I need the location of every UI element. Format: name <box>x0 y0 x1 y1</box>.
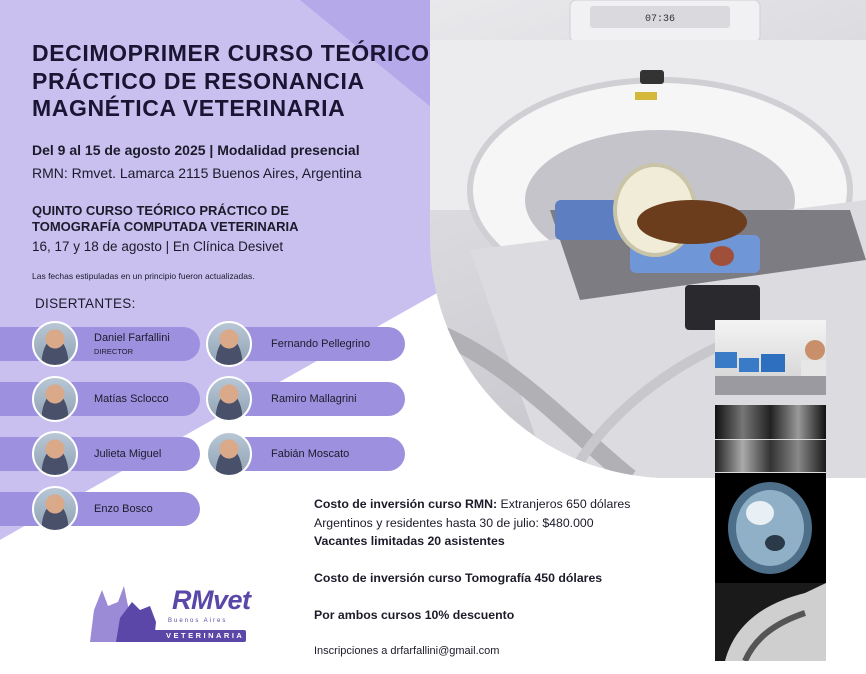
logo-wordmark: RMvet <box>172 585 251 615</box>
mri-spine-image <box>715 405 826 439</box>
speaker-name: Enzo Bosco <box>94 503 153 515</box>
speaker-name: Daniel Farfallini <box>94 332 170 344</box>
ct-title-line: TOMOGRAFÍA COMPUTADA VETERINARIA <box>32 219 299 234</box>
event-dates: Del 9 al 15 de agosto 2025 | Modalidad presencial <box>32 142 360 158</box>
logo-subtitle: Buenos Aires <box>168 618 228 624</box>
rmn-cost-value: Extranjeros 650 dólares <box>497 497 631 511</box>
registration-email[interactable]: Inscripciones a drfarfallini@gmail.com <box>314 645 500 657</box>
ct-course-title <box>32 203 299 235</box>
speaker-avatar <box>206 321 252 367</box>
ct-course-dates: 16, 17 y 18 de agosto | En Clínica Desivet <box>32 239 284 254</box>
rmn-cost <box>314 497 630 511</box>
mri-joint-image <box>715 583 826 661</box>
speaker-avatar <box>32 431 78 477</box>
combo-discount: Por ambos cursos 10% descuento <box>314 608 515 622</box>
speaker-avatar <box>32 376 78 422</box>
dog-cat-silhouette-icon <box>88 582 158 642</box>
speaker-avatar <box>32 486 78 532</box>
scanner-display: 07:36 <box>644 14 676 25</box>
page-title <box>32 40 472 123</box>
speaker-avatar <box>206 376 252 422</box>
ct-head-image <box>715 473 826 583</box>
rmn-local-cost: Argentinos y residentes hasta 30 de julio: $480.000 <box>314 516 594 530</box>
rmvet-logo <box>88 582 251 644</box>
vacancies: Vacantes limitadas 20 asistentes <box>314 534 505 548</box>
ct-title-line: QUINTO CURSO TEÓRICO PRÁCTICO DE <box>32 203 289 218</box>
title-line: MAGNÉTICA VETERINARIA <box>32 95 346 121</box>
speaker-avatar <box>32 321 78 367</box>
speaker-name: Julieta Miguel <box>94 448 162 460</box>
rmn-cost-label: Costo de inversión curso RMN: <box>314 497 498 511</box>
event-venue: RMN: Rmvet. Lamarca 2115 Buenos Aires, Argentina <box>32 165 362 181</box>
speaker-name: Fernando Pellegrino <box>271 338 371 350</box>
speakers-heading: DISERTANTES: <box>35 296 136 311</box>
ct-cost: Costo de inversión curso Tomografía 450 dólares <box>314 571 603 585</box>
mri-sagittal-image <box>715 440 826 472</box>
speaker-name: Ramiro Mallagrini <box>271 393 357 405</box>
logo-tag: VETERINARIA <box>166 631 245 640</box>
speaker-role: DIRECTOR <box>94 347 134 356</box>
title-line: DECIMOPRIMER CURSO TEÓRICO <box>32 40 430 66</box>
speaker-name: Fabián Moscato <box>271 448 350 460</box>
dates-note: Las fechas estipuladas en un principio fueron actualizadas. <box>32 271 255 281</box>
title-line: PRÁCTICO DE RESONANCIA <box>32 67 365 94</box>
speaker-avatar <box>206 431 252 477</box>
speaker-name: Matías Sclocco <box>94 393 169 405</box>
control-room-photo <box>715 320 826 395</box>
